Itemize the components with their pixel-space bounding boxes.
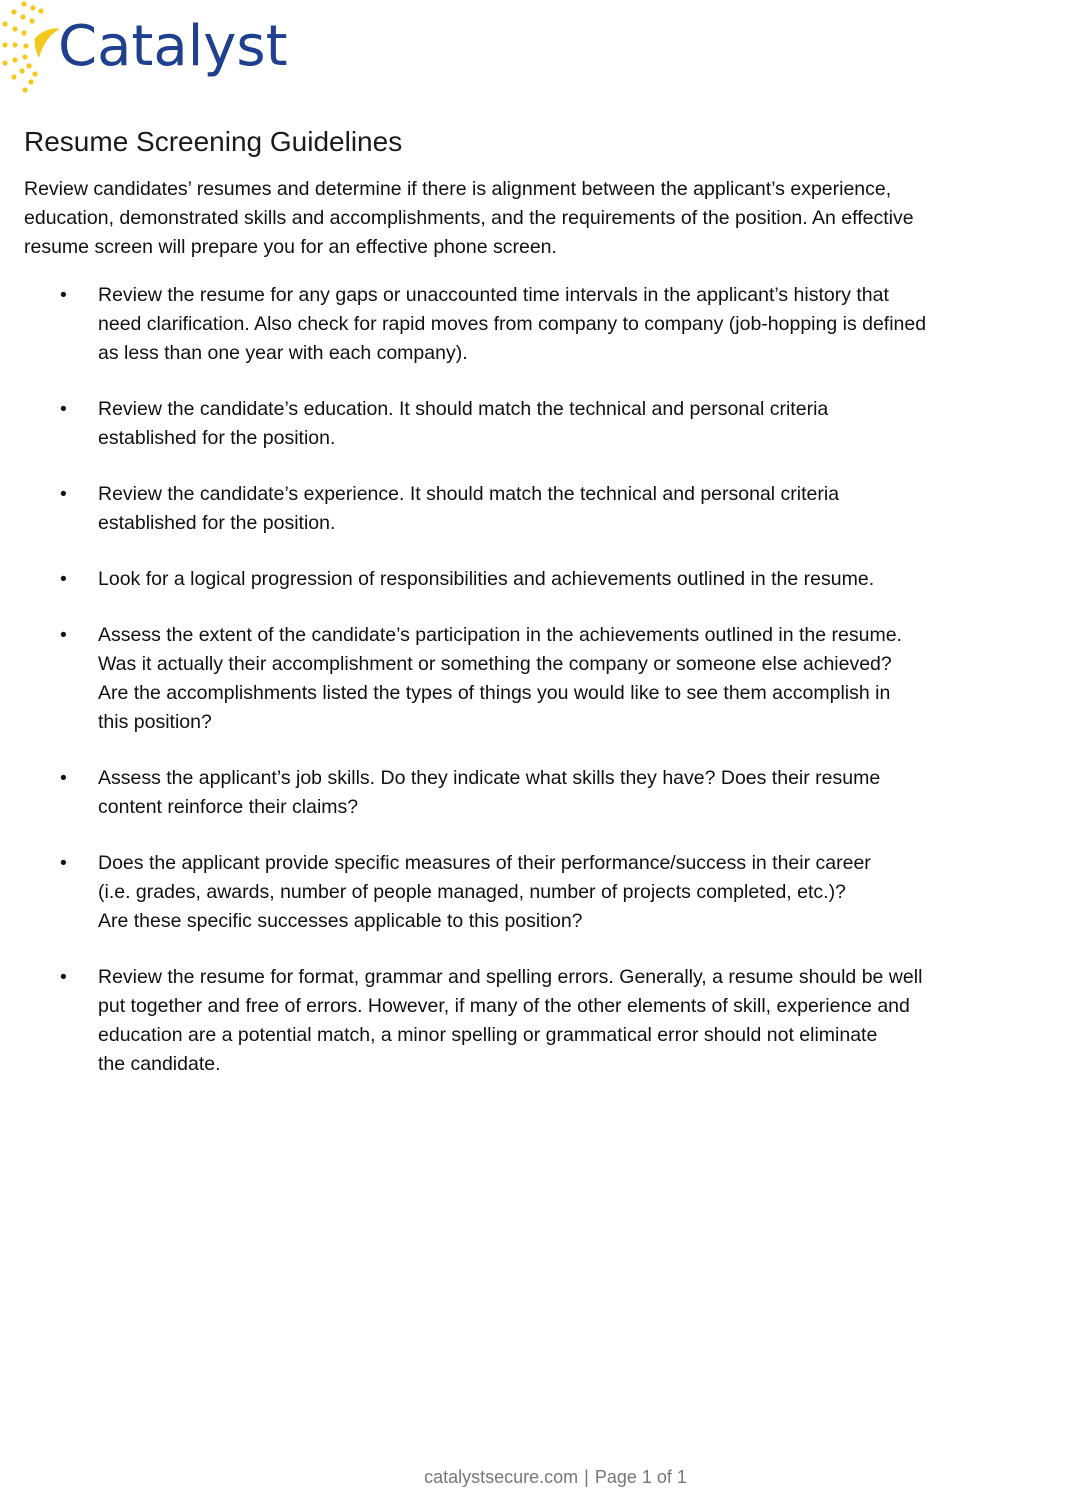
sunburst-ray-dot bbox=[12, 42, 17, 47]
catalyst-logo bbox=[0, 0, 300, 95]
bullet-icon: • bbox=[60, 624, 67, 646]
guideline-item bbox=[0, 480, 1071, 538]
guideline-text bbox=[98, 395, 1071, 453]
sunburst-ray-dot bbox=[2, 42, 7, 47]
guideline-line: content reinforce their claims? bbox=[98, 796, 359, 818]
guideline-line: education are a potential match, a minor spelling or grammatical error should not eliminate bbox=[98, 1024, 878, 1046]
sunburst-icon bbox=[0, 0, 62, 95]
sunburst-ray-dot bbox=[28, 79, 33, 84]
bullet-icon: • bbox=[60, 568, 67, 590]
sunburst-ray-dot bbox=[22, 87, 27, 92]
bullet-icon: • bbox=[60, 852, 67, 874]
guideline-text bbox=[98, 281, 1071, 368]
guideline-line: Assess the applicant’s job skills. Do they indicate what skills they have? Does their resume bbox=[98, 767, 881, 789]
guideline-line: Review the candidate’s experience. It should match the technical and personal criteria bbox=[98, 483, 840, 505]
guideline-item bbox=[0, 849, 1071, 936]
guidelines-list bbox=[0, 281, 1071, 1106]
guideline-text bbox=[98, 849, 1071, 936]
sunburst-ray-dot bbox=[30, 5, 35, 10]
guideline-line: Assess the extent of the candidate’s participation in the achievements outlined in the resume. bbox=[98, 624, 902, 646]
bullet-icon: • bbox=[60, 284, 67, 306]
guideline-line: Does the applicant provide specific measures of their performance/success in their career bbox=[98, 852, 871, 874]
footer-separator: | bbox=[584, 1467, 589, 1487]
guideline-line: as less than one year with each company). bbox=[98, 342, 468, 364]
sunburst-ray-dot bbox=[11, 9, 16, 14]
guideline-item bbox=[0, 281, 1071, 368]
sunburst-ray-dot bbox=[11, 74, 16, 79]
bullet-icon: • bbox=[60, 767, 67, 789]
sunburst-ray-dot bbox=[29, 18, 34, 23]
guideline-line: Look for a logical progression of responsibilities and achievements outlined in the resume. bbox=[98, 568, 875, 590]
brand-name: Catalyst bbox=[58, 14, 288, 79]
sunburst-ray-dot bbox=[20, 14, 25, 19]
page-footer bbox=[0, 1466, 1071, 1488]
sunburst-ray-dot bbox=[19, 68, 24, 73]
guideline-line: Review the resume for any gaps or unaccounted time intervals in the applicant’s history that bbox=[98, 284, 889, 306]
sunburst-ray-dot bbox=[26, 63, 31, 68]
sunburst-ray-dot bbox=[12, 26, 17, 31]
guideline-text bbox=[98, 764, 1071, 822]
guideline-line: this position? bbox=[98, 711, 212, 733]
bullet-icon: • bbox=[60, 483, 67, 505]
sunburst-ray-dot bbox=[22, 54, 27, 59]
bullet-icon: • bbox=[60, 966, 67, 988]
sunburst-ray-dot bbox=[21, 30, 26, 35]
guideline-item bbox=[0, 565, 1071, 594]
guideline-line: Are the accomplishments listed the types of things you would like to see them accomplish in bbox=[98, 682, 891, 704]
guideline-line: put together and free of errors. However, if many of the other elements of skill, experience and bbox=[98, 995, 910, 1017]
sunburst-ray-dot bbox=[2, 60, 7, 65]
bullet-icon: • bbox=[60, 398, 67, 420]
guideline-line: Was it actually their accomplishment or something the company or someone else achieved? bbox=[98, 653, 892, 675]
guideline-text bbox=[98, 480, 1071, 538]
intro-line: Review candidates’ resumes and determine if there is alignment between the applicant’s experience, bbox=[24, 178, 892, 200]
guideline-text bbox=[98, 621, 1071, 737]
guideline-line: the candidate. bbox=[98, 1053, 221, 1075]
guideline-text bbox=[98, 565, 1071, 594]
guideline-text bbox=[98, 963, 1071, 1079]
sunburst-ray-dot bbox=[38, 8, 43, 13]
footer-website: catalystsecure.com bbox=[424, 1467, 579, 1487]
page-title: Resume Screening Guidelines bbox=[24, 126, 403, 157]
intro-line: education, demonstrated skills and accomplishments, and the requirements of the position. An effective bbox=[24, 207, 914, 229]
sunburst-ray-dot bbox=[12, 57, 17, 62]
guideline-line: Are these specific successes applicable to this position? bbox=[98, 910, 583, 932]
guideline-line: need clarification. Also check for rapid moves from company to company (job-hopping is defined bbox=[98, 313, 927, 335]
sunburst-ray-dot bbox=[23, 43, 28, 48]
guideline-item bbox=[0, 621, 1071, 737]
guideline-line: established for the position. bbox=[98, 512, 336, 534]
guideline-line: Review the resume for format, grammar and spelling errors. Generally, a resume should be well bbox=[98, 966, 923, 988]
intro-paragraph bbox=[24, 175, 1071, 262]
footer-page-number: Page 1 of 1 bbox=[594, 1467, 687, 1487]
guideline-item bbox=[0, 963, 1071, 1079]
guideline-item bbox=[0, 764, 1071, 822]
guideline-line: (i.e. grades, awards, number of people managed, number of projects completed, etc.)? bbox=[98, 881, 846, 903]
guideline-line: established for the position. bbox=[98, 427, 336, 449]
sunburst-ray-dot bbox=[21, 1, 26, 6]
guideline-item bbox=[0, 395, 1071, 453]
guideline-line: Review the candidate’s education. It should match the technical and personal criteria bbox=[98, 398, 829, 420]
sunburst-core bbox=[35, 28, 60, 58]
sunburst-ray-dot bbox=[32, 71, 37, 76]
sunburst-ray-dot bbox=[2, 21, 7, 26]
intro-line: resume screen will prepare you for an effective phone screen. bbox=[24, 236, 557, 258]
